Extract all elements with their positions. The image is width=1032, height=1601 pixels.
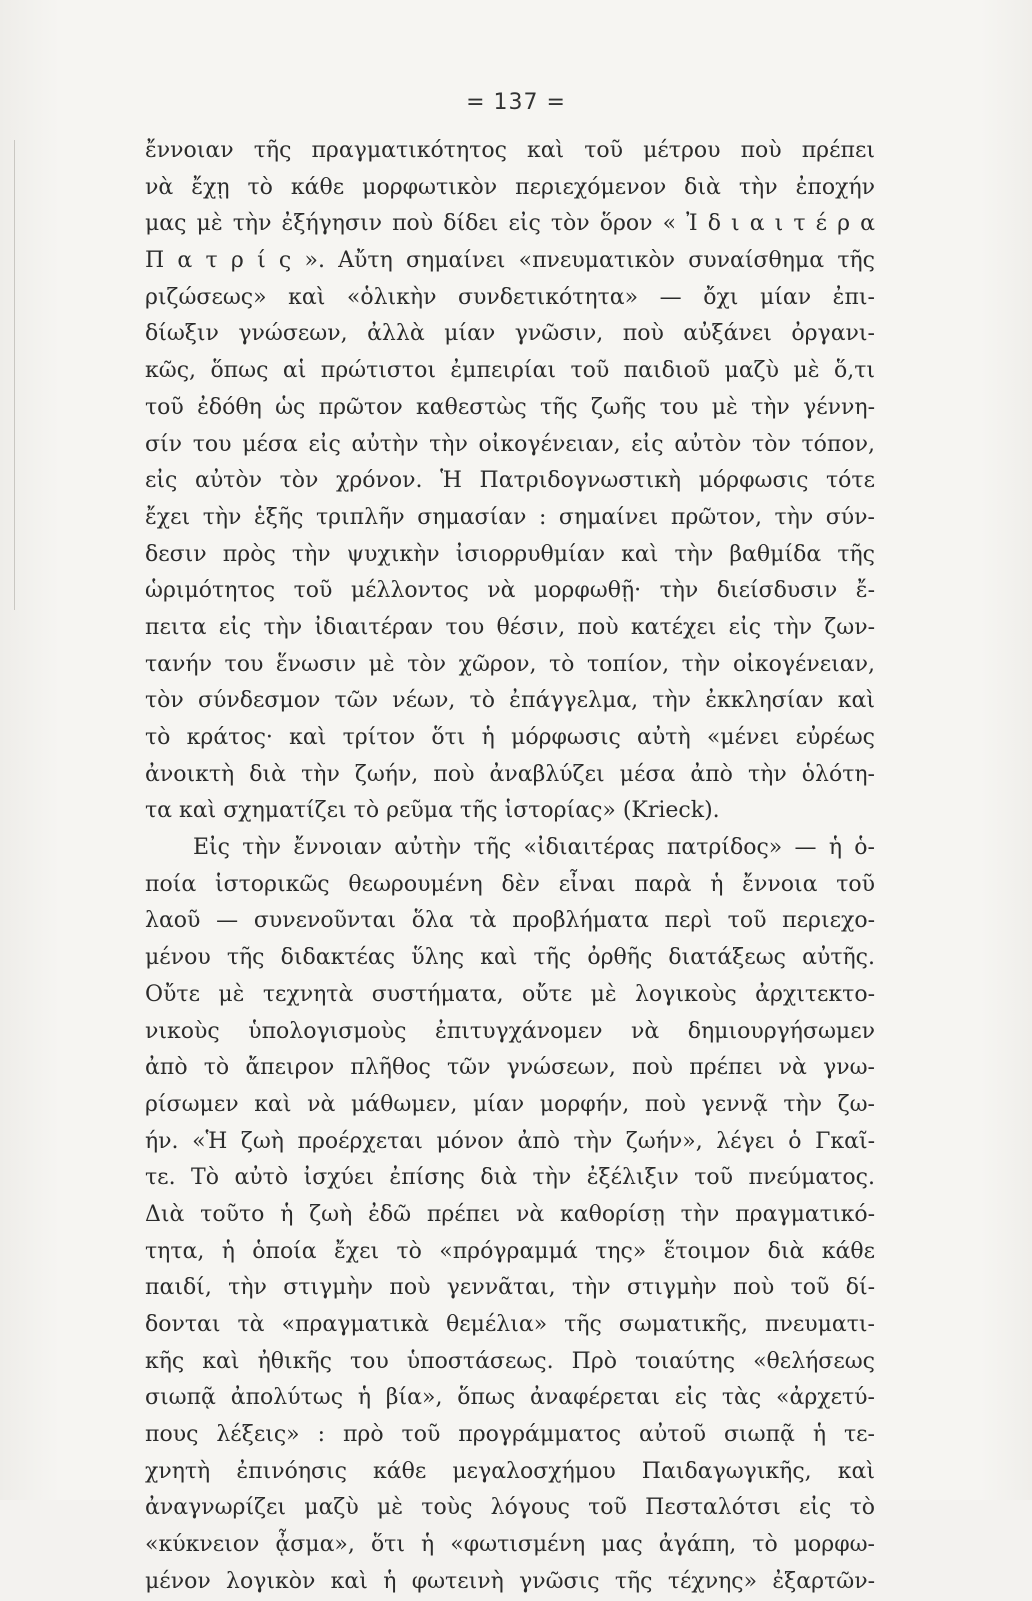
text-line-paragraph-start: Εἰς τὴν ἔννοιαν αὐτὴν τῆς «ἰδιαιτέρας πατρίδος» — ἡ ὁ-	[193, 835, 875, 861]
text-line: ρίσωμεν καὶ νὰ μάθωμεν, μίαν μορφήν, ποὺ γεννᾷ τὴν ζω-	[145, 1091, 875, 1117]
text-line: Π α τ ρ ί ς ». Αὔτη σημαίνει «πνευματικὸν συναίσθημα τῆς	[145, 248, 875, 274]
text-line: νὰ ἔχῃ τὸ κάθε μορφωτικὸν περιεχόμενον διὰ τὴν ἐποχήν	[145, 174, 875, 200]
text-line: τὸ κράτος· καὶ τρίτον ὅτι ἡ μόρφωσις αὐτὴ «μένει εὐρέως	[145, 725, 875, 750]
text-line: τοῦ ἐδόθη ὡς πρῶτον καθεστὼς τῆς ζωῆς του μὲ τὴν γέννη-	[145, 394, 875, 420]
text-line: τητα, ἡ ὁποία ἔχει τὸ «πρόγραμμά της» ἕτοιμον διὰ κάθε	[145, 1238, 875, 1264]
text-line: μένου τῆς διδακτέας ὕλης καὶ τῆς ὀρθῆς διατάξεως αὐτῆς.	[145, 945, 875, 971]
text-line: λαοῦ — συνενοῦνται ὅλα τὰ προβλήματα περὶ τοῦ περιεχο-	[145, 908, 875, 934]
text-line: ὡριμότητος τοῦ μέλλοντος νὰ μορφωθῇ· τὴν διείσδυσιν ἔ-	[145, 578, 875, 604]
text-line: νικοὺς ὑπολογισμοὺς ἐπιτυγχάνομεν νὰ δημιουργήσωμεν	[145, 1018, 875, 1044]
text-line: κῶς, ὅπως αἱ πρώτιστοι ἐμπειρίαι τοῦ παιδιοῦ μαζὺ μὲ ὅ,τι	[145, 358, 875, 384]
text-line: «κύκνειον ᾆσμα», ὅτι ἡ «φωτισμένη μας ἀγάπη, τὸ μορφω-	[145, 1532, 875, 1558]
text-line: ἔννοιαν τῆς πραγματικότητος καὶ τοῦ μέτρου ποὺ πρέπει	[145, 138, 875, 163]
text-line: ποία ἱστορικῶς θεωρουμένη δὲν εἶναι παρὰ ἡ ἔννοια τοῦ	[145, 871, 875, 897]
text-line: πειτα εἰς τὴν ἰδιαιτέραν του θέσιν, ποὺ κατέχει εἰς τὴν ζων-	[145, 614, 875, 640]
body-text	[145, 133, 875, 1601]
text-line: ἀπὸ τὸ ἄπειρον πλῆθος τῶν γνώσεων, ποὺ πρέπει νὰ γνω-	[145, 1055, 875, 1081]
text-line: τε. Τὸ αὐτὸ ἰσχύει ἐπίσης διὰ τὴν ἐξέλιξιν τοῦ πνεύματος.	[145, 1165, 875, 1191]
text-line: Οὔτε μὲ τεχνητὰ συστήματα, οὔτε μὲ λογικοὺς ἀρχιτεκτο-	[145, 981, 875, 1007]
text-line: δονται τὰ «πραγματικὰ θεμέλια» τῆς σωματικῆς, πνευματι-	[145, 1312, 875, 1337]
text-line: ἀνοικτὴ διὰ τὴν ζωήν, ποὺ ἀναβλύζει μέσα ἀπὸ τὴν ὁλότη-	[145, 761, 875, 787]
page-edge-shadow	[0, 140, 15, 610]
text-line: ήν. «Ἡ ζωὴ προέρχεται μόνον ἀπὸ τὴν ζωήν», λέγει ὁ Γκαῖ-	[145, 1128, 875, 1154]
text-line-paragraph-end: τα καὶ σχηματίζει τὸ ρεῦμα τῆς ἱστορίας» (Krieck).	[145, 798, 720, 824]
text-line: παιδί, τὴν στιγμὴν ποὺ γεννᾶται, τὴν στιγμὴν ποὺ τοῦ δί-	[145, 1275, 875, 1301]
text-line: τανήν του ἕνωσιν μὲ τὸν χῶρον, τὸ τοπίον, τὴν οἰκογένειαν,	[145, 651, 875, 677]
text-line: ἀναγνωρίζει μαζὺ μὲ τοὺς λόγους τοῦ Πεσταλότσι εἰς τὸ	[145, 1495, 875, 1521]
text-line: ἔχει τὴν ἑξῆς τριπλῆν σημασίαν : σημαίνει πρῶτον, τὴν σύν-	[145, 504, 875, 530]
text-line: κῆς καὶ ἠθικῆς του ὑποστάσεως. Πρὸ τοιαύτης «θελήσεως	[145, 1348, 875, 1374]
text-line: μένον λογικὸν καὶ ἡ φωτεινὴ γνῶσις τῆς τέχνης» ἐξαρτῶν-	[145, 1568, 875, 1594]
text-line: εἰς αὐτὸν τὸν χρόνον. Ἡ Πατριδογνωστικὴ μόρφωσις τότε	[145, 468, 875, 494]
text-line: σιωπᾷ ἀπολύτως ἡ βία», ὅπως ἀναφέρεται εἰς τὰς «ἀρχετύ-	[145, 1385, 875, 1411]
text-line: χνητὴ ἐπινόησις κάθε μεγαλοσχήμου Παιδαγωγικῆς, καὶ	[145, 1458, 875, 1484]
text-line: τὸν σύνδεσμον τῶν νέων, τὸ ἐπάγγελμα, τὴν ἐκκλησίαν καὶ	[145, 688, 875, 714]
text-line: μας μὲ τὴν ἐξήγησιν ποὺ δίδει εἰς τὸν ὅρον « Ἰ δ ι α ι τ έ ρ α	[145, 211, 875, 237]
text-line: πους λέξεις» : πρὸ τοῦ προγράμματος αὐτοῦ σιωπᾷ ἡ τε-	[145, 1422, 875, 1448]
text-line: Διὰ τοῦτο ἡ ζωὴ ἐδῶ πρέπει νὰ καθορίσῃ τὴν πραγματικό-	[145, 1201, 875, 1227]
page-number: = 137 =	[466, 90, 566, 115]
text-line: ριζώσεως» καὶ «ὁλικὴν συνδετικότητα» — ὄχι μίαν ἐπι-	[145, 284, 875, 310]
text-line: δίωξιν γνώσεων, ἀλλὰ μίαν γνῶσιν, ποὺ αὐξάνει ὀργανι-	[145, 321, 875, 347]
text-line: δεσιν πρὸς τὴν ψυχικὴν ἰσιορρυθμίαν καὶ τὴν βαθμίδα τῆς	[145, 541, 875, 567]
text-line: σίν του μέσα εἰς αὐτὴν τὴν οἰκογένειαν, εἰς αὐτὸν τὸν τόπον,	[145, 431, 875, 457]
